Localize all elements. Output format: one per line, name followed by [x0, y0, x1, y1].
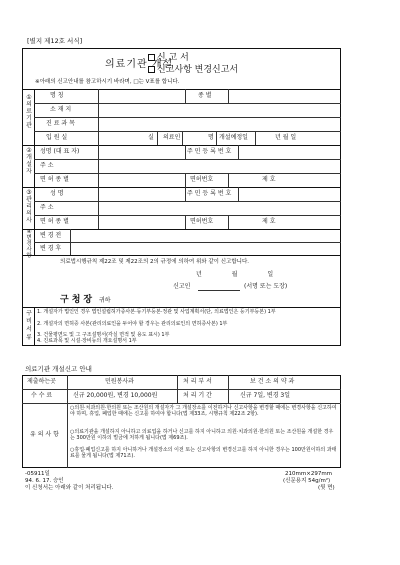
- footer-size: 210mm×297mm: [285, 471, 333, 477]
- section4-label: ④변경사항: [26, 229, 32, 259]
- dept-label: 처 리 부 서: [183, 378, 212, 385]
- owner-license-type-label: 면 허 종 별: [40, 176, 69, 183]
- declaration-text: 의료법시행규칙 제22조 및 제22조의 2의 규정에 의하여 위와 같이 신고합니다.: [60, 259, 250, 265]
- doc-item-3: 3. 건물평면도 및 그 구조설명서(각실 면적 및 용도 표시) 1부: [37, 332, 170, 338]
- doctor-license-type-label: 면 허 종 별: [40, 218, 69, 225]
- section2-label: ②개설자: [26, 147, 32, 175]
- notes-label: 유 의 사 항: [30, 431, 59, 438]
- instruction-text: ※아래의 신고안내를 참고하시기 바라며, □는 V표를 합니다.: [35, 79, 180, 85]
- footer-code: -05911일: [25, 471, 50, 477]
- form-title: 의료기관 개설: [105, 59, 174, 70]
- owner-name-label: 성명 (대 표 자): [40, 148, 80, 155]
- owner-license-no-value: 제 호: [262, 176, 276, 183]
- doc-item-1: 1. 개설자가 법인인 경우 법인설립허가증사본·등기부등본·정관 및 사업계획서(단, 의료법인은 등기부등본) 1부: [37, 309, 276, 315]
- doc-item-4: 4. 진료과목 및 시설·장비등의 개요설명서 1부: [37, 338, 137, 344]
- note-3: ○휴업·폐업신고를 하지 아니하거나 개설장소의 이전 또는 신고사항의 변경신고를 하지 아니한 경우는 100만원이하의 과태료를 물게 됩니다(법 제71조).: [70, 447, 337, 459]
- open-date-value: 년 월 일: [275, 134, 297, 141]
- address-label: 소 재 지: [50, 106, 72, 113]
- doctor-id-label: 주 민 등 록 번 호: [187, 190, 232, 197]
- doctor-license-no-label: 면허번호: [190, 218, 214, 225]
- footer-approval: 94. 6. 17. 승인: [25, 478, 64, 484]
- submit-label: 제출하는곳: [27, 378, 56, 385]
- section3-label: ③관리의사: [26, 189, 32, 224]
- doctor-license-no-value: 제 호: [262, 218, 276, 225]
- signer-note: (서명 또는 도장): [244, 283, 288, 290]
- doc-item-2: 2. 개설자의 면허증 사본(관리의료인을 두어야 할 경우는 관리의료인의 면허증사본) 1부: [37, 321, 228, 327]
- department-label: 진 료 과 목: [46, 120, 75, 127]
- name-label: 명 칭: [50, 92, 64, 99]
- type-label: 종 별: [198, 92, 212, 99]
- before-change-label: 변 경 전: [40, 232, 62, 239]
- period-value: 신규 7일, 변경 3일: [240, 392, 291, 399]
- owner-id-label: 주 민 등 록 번 호: [187, 148, 232, 155]
- form-code: [별지 제12호 서식]: [27, 37, 83, 45]
- recipient-suffix: 귀하: [99, 297, 111, 304]
- guide-title: 의료기관 개설신고 안내: [25, 365, 92, 373]
- note-2: ○의료기관을 개설하지 아니하고 의료업을 하거나 신고를 하지 아니하고 의원·치과의원·한의원 또는 조산원을 개설한 경우는 300만원 이하의 벌금에 처하게 됩니다(법 제69조).: [70, 429, 334, 441]
- signer-label: 신고인: [173, 283, 191, 290]
- note-1: ○의원·치과의원·한의원 또는 조산원의 개설자가 그 개설장소를 이전하거나 신고사항을 변경할 때에는 변경사항을 신고하여야 하며, 휴업, 폐업한 때에는 신고를 하여야 합니다(법 제33조, 시행규칙 제22조 2항).: [70, 405, 337, 417]
- doctor-name-label: 성 명: [50, 190, 64, 197]
- docs-label: 구비서류: [26, 310, 32, 341]
- staff-unit: 명: [208, 134, 214, 141]
- dept-value: 보 건 소 의 약 과: [250, 378, 295, 385]
- after-change-label: 변 경 후: [40, 245, 62, 252]
- footer-note: 이 신청서는 아래와 같이 처리됩니다.: [25, 485, 114, 491]
- section1-label: ①의료기관: [26, 94, 32, 129]
- date-line: 년 월 일: [196, 271, 288, 278]
- signer-line[interactable]: [198, 290, 240, 291]
- doctor-address-label: 주 소: [40, 204, 54, 211]
- period-label: 처 리 기 간: [183, 392, 212, 399]
- report-checkbox[interactable]: [148, 54, 155, 61]
- capacity-room-unit: 실: [148, 134, 154, 141]
- owner-address-label: 주 소: [40, 162, 54, 169]
- capacity-room-label: 입 원 실: [46, 134, 68, 141]
- recipient: 구청장: [60, 295, 96, 305]
- submit-value: 민원봉사과: [105, 378, 134, 385]
- change-checkbox[interactable]: [148, 66, 155, 73]
- fee-value: 신규 20,000원, 변경 10,000원: [73, 392, 158, 399]
- staff-label: 의료인: [163, 134, 181, 141]
- title-option-change[interactable]: 신고사항 변경신고서: [148, 66, 238, 75]
- owner-license-no-label: 면허번호: [190, 176, 214, 183]
- footer-back: (뒷 면): [318, 485, 335, 491]
- open-date-label: 개설예정일: [219, 134, 248, 141]
- fee-label: 수 수 료: [31, 392, 53, 399]
- footer-paper: (신문용지 54g/m²): [283, 478, 331, 484]
- title-option-report[interactable]: 신 고 서: [148, 54, 189, 63]
